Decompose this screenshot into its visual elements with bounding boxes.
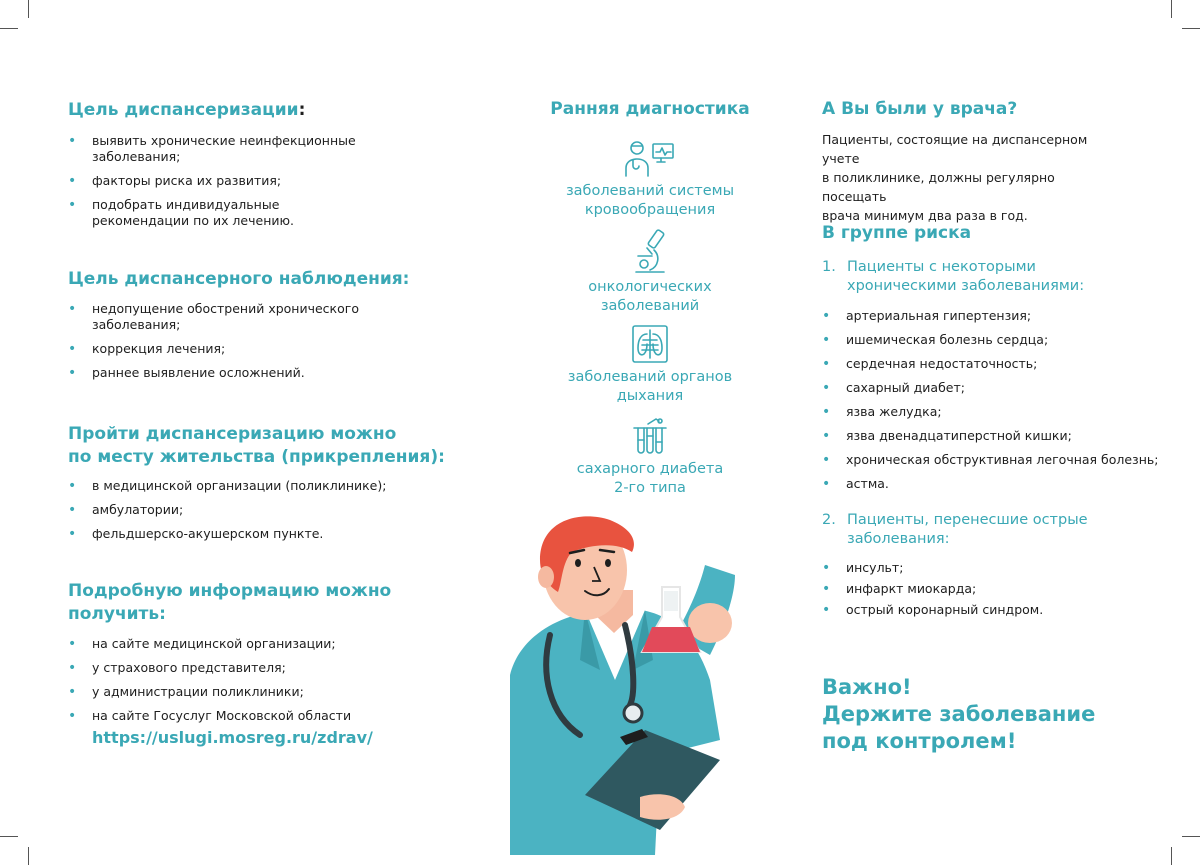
info-title xyxy=(68,580,391,626)
diag-label: онкологических заболеваний xyxy=(588,279,712,314)
gosuslugi-link[interactable]: https://uslugi.mosreg.ru/zdrav/ xyxy=(92,728,373,747)
xray-lungs-icon xyxy=(631,324,669,364)
diag-label: заболеваний системы кровообращения xyxy=(565,183,735,218)
goal-disp-title xyxy=(68,99,305,122)
risk-group-number: 2. xyxy=(822,512,836,528)
list-item: • факторы риска их развития; xyxy=(68,173,368,189)
list-item: • артериальная гипертензия; xyxy=(822,308,1162,324)
doctor-monitor-icon xyxy=(623,138,677,178)
list-item: • амбулатории; xyxy=(68,502,388,518)
risk-group-1-list xyxy=(822,308,1162,500)
list-item: • инсульт; xyxy=(822,560,1162,576)
where-title-line1: Пройти диспансеризацию можно xyxy=(68,424,397,444)
list-item: • язва желудка; xyxy=(822,404,1162,420)
where-list xyxy=(68,478,388,550)
diag-item-diabetes xyxy=(505,416,795,498)
goal-disp-title-suffix: : xyxy=(298,100,306,120)
list-item: • острый коронарный синдром. xyxy=(822,602,1162,618)
list-item: • у страхового представителя; xyxy=(68,660,388,676)
list-item: • инфаркт миокарда; xyxy=(822,581,1162,597)
list-item: • на сайте медицинской организации; xyxy=(68,636,388,652)
test-tubes-icon xyxy=(630,416,670,456)
risk-group-1 xyxy=(822,258,1107,296)
list-item: • коррекция лечения; xyxy=(68,341,368,357)
crop-mark xyxy=(1171,847,1172,865)
doctor-illustration xyxy=(490,505,755,857)
diag-label: сахарного диабета 2-го типа xyxy=(576,461,724,496)
list-item: • на сайте Госуслуг Московской области xyxy=(68,708,388,724)
crop-mark xyxy=(1171,0,1172,18)
where-title-line2: по месту жительства (прикрепления): xyxy=(68,447,445,467)
list-item: • подобрать индивидуальные рекомендации по их лечению. xyxy=(68,197,368,229)
diag-item-respiratory xyxy=(505,324,795,406)
risk-group-label: Пациенты, перенесшие острые заболевания: xyxy=(847,512,1088,547)
list-item: • выявить хронические неинфекционные заболевания; xyxy=(68,133,368,165)
info-title-line1: Подробную информацию можно xyxy=(68,581,392,601)
list-item: • у администрации поликлиники; xyxy=(68,684,388,700)
list-item: • хроническая обструктивная легочная болезнь; xyxy=(822,452,1162,468)
list-item: • сердечная недостаточность; xyxy=(822,356,1162,372)
diag-label: заболеваний органов дыхания xyxy=(567,369,733,404)
important-callout: Важно! Держите заболевание под контролем! xyxy=(822,675,1096,753)
list-item: • недопущение обострений хронического заболевания; xyxy=(68,301,368,333)
risk-group-label: Пациенты с некоторыми хроническими заболеваниями: xyxy=(847,259,1085,294)
crop-mark xyxy=(0,28,18,29)
list-item: • астма. xyxy=(822,476,1162,492)
list-item: • ишемическая болезнь сердца; xyxy=(822,332,1162,348)
visit-text: Пациенты, состоящие на диспансерном учете в поликлинике, должны регулярно посещать врача минимум два раза в год. xyxy=(822,132,1088,223)
list-item: • раннее выявление осложнений. xyxy=(68,365,368,381)
goal-obs-list xyxy=(68,301,368,389)
risk-group-2-list xyxy=(822,560,1162,626)
where-title xyxy=(68,423,445,469)
info-list xyxy=(68,636,388,732)
info-title-line2: получить: xyxy=(68,604,166,624)
visit-title: А Вы были у врача? xyxy=(822,99,1018,119)
list-item: • язва двенадцатиперстной кишки; xyxy=(822,428,1162,444)
goal-obs-title: Цель диспансерного наблюдения: xyxy=(68,269,410,289)
list-item: • в медицинской организации (поликлинике); xyxy=(68,478,388,494)
microscope-icon xyxy=(630,228,670,274)
crop-mark xyxy=(28,847,29,865)
crop-mark xyxy=(1182,836,1200,837)
goal-disp-title-text: Цель диспансеризации xyxy=(68,100,299,120)
crop-mark xyxy=(28,0,29,18)
risk-group-2 xyxy=(822,511,1107,549)
list-item: • сахарный диабет; xyxy=(822,380,1162,396)
diag-item-oncology xyxy=(505,228,795,316)
goal-disp-list xyxy=(68,133,368,237)
diagnostics-title: Ранняя диагностика xyxy=(550,99,750,119)
crop-mark xyxy=(1182,28,1200,29)
diag-item-circulation xyxy=(505,138,795,220)
risk-group-number: 1. xyxy=(822,259,836,275)
crop-mark xyxy=(0,836,18,837)
risk-title: В группе риска xyxy=(822,223,972,243)
list-item: • фельдшерско-акушерском пункте. xyxy=(68,526,388,542)
